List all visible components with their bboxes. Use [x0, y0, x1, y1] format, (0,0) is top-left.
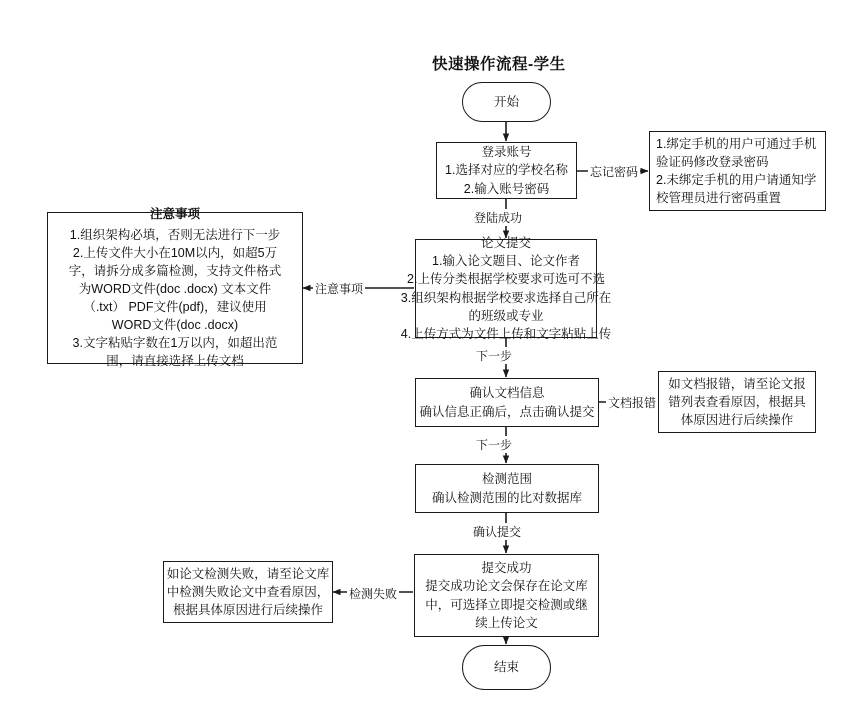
node-end-label: 结束 — [493, 660, 519, 675]
node-submit-paper[interactable] — [400, 236, 612, 341]
note-line: 2.上传文件大小在10M以内，如超5万 — [72, 245, 278, 260]
edge-label-next-step-1: 下一步 — [476, 349, 513, 363]
note-line: 验证码修改登录密码 — [656, 154, 769, 169]
node-line: 提交成功论文会保存在论文库 — [425, 579, 588, 594]
node-line: 确认文档信息 — [469, 386, 545, 401]
note-line: 字，请拆分成多篇检测，支持文件格式 — [68, 263, 282, 278]
node-login-line: 1.选择对应的学校名称 — [445, 163, 568, 178]
note-line: 围，请直接选择上传文档 — [106, 354, 244, 369]
edge-label-doc-error: 文档报错 — [608, 396, 657, 410]
node-start-label: 开始 — [493, 94, 519, 109]
note-line: 错列表查看原因，根据具 — [668, 394, 806, 409]
note-title: 注意事项 — [149, 207, 200, 222]
node-login-line: 2.输入账号密码 — [463, 181, 550, 196]
node-login[interactable] — [436, 142, 577, 199]
node-line: 确认检测范围的比对数据库 — [431, 490, 582, 505]
node-document-error-note — [658, 371, 816, 433]
note-line: 为WORD文件(doc .docx) 文本文件 — [78, 281, 272, 296]
node-line: 检测范围 — [481, 472, 532, 487]
node-confirm-document[interactable] — [415, 378, 599, 427]
note-line: WORD文件(doc .docx) — [111, 318, 239, 333]
node-line: 确认信息正确后，点击确认提交 — [419, 404, 595, 419]
node-start[interactable] — [462, 82, 551, 122]
note-line: 校管理员进行密码重置 — [656, 191, 782, 206]
node-line: 1.输入论文题目、论文作者 — [432, 254, 580, 269]
note-line: 2.未绑定手机的用户请通知学 — [656, 173, 817, 187]
note-line: 根据具体原因进行后续操作 — [172, 603, 323, 618]
edge-label-next-step-2: 下一步 — [476, 438, 513, 452]
node-forgot-password-note — [649, 131, 826, 211]
edge-label-confirm-submit: 确认提交 — [473, 525, 522, 539]
note-line: （.txt） PDF文件(pdf)，建议使用 — [83, 300, 267, 315]
node-line: 论文提交 — [480, 236, 531, 251]
node-submit-success[interactable] — [414, 554, 599, 637]
node-detection-fail-note — [163, 561, 333, 623]
node-attention-note — [47, 207, 303, 369]
node-line: 4.上传方式为文件上传和文字粘贴上传 — [400, 326, 612, 341]
node-line: 的班级或专业 — [468, 308, 544, 323]
edge-label-forgot-password: 忘记密码 — [590, 165, 639, 179]
node-line: 2.上传分类根据学校要求可选可不选 — [407, 272, 605, 287]
node-login-line: 登录账号 — [481, 145, 532, 160]
node-line: 续上传论文 — [475, 615, 538, 630]
note-line: 体原因进行后续操作 — [680, 413, 794, 428]
note-line: 如文档报错，请至论文报 — [668, 376, 806, 391]
note-line: 1.绑定手机的用户可通过手机 — [656, 136, 817, 151]
note-line: 中检测失败论文中查看原因， — [166, 584, 330, 599]
page-title: 快速操作流程-学生 — [432, 56, 566, 73]
node-line: 中，可选择立即提交检测或继 — [425, 597, 588, 612]
node-line: 3.组织架构根据学校要求选择自己所在 — [400, 290, 612, 305]
node-line: 提交成功 — [481, 561, 532, 576]
edge-label-attention: 注意事项 — [315, 282, 364, 296]
edge-label-detect-fail: 检测失败 — [349, 587, 398, 601]
node-end[interactable] — [462, 645, 551, 690]
node-detect-range[interactable] — [415, 464, 599, 513]
edge-label-login-success: 登陆成功 — [474, 211, 523, 225]
note-line: 3.文字粘贴字数在1万以内，如超出范 — [72, 336, 278, 351]
note-line: 1.组织架构必填，否则无法进行下一步 — [69, 227, 281, 242]
note-line: 如论文检测失败，请至论文库 — [166, 566, 330, 581]
